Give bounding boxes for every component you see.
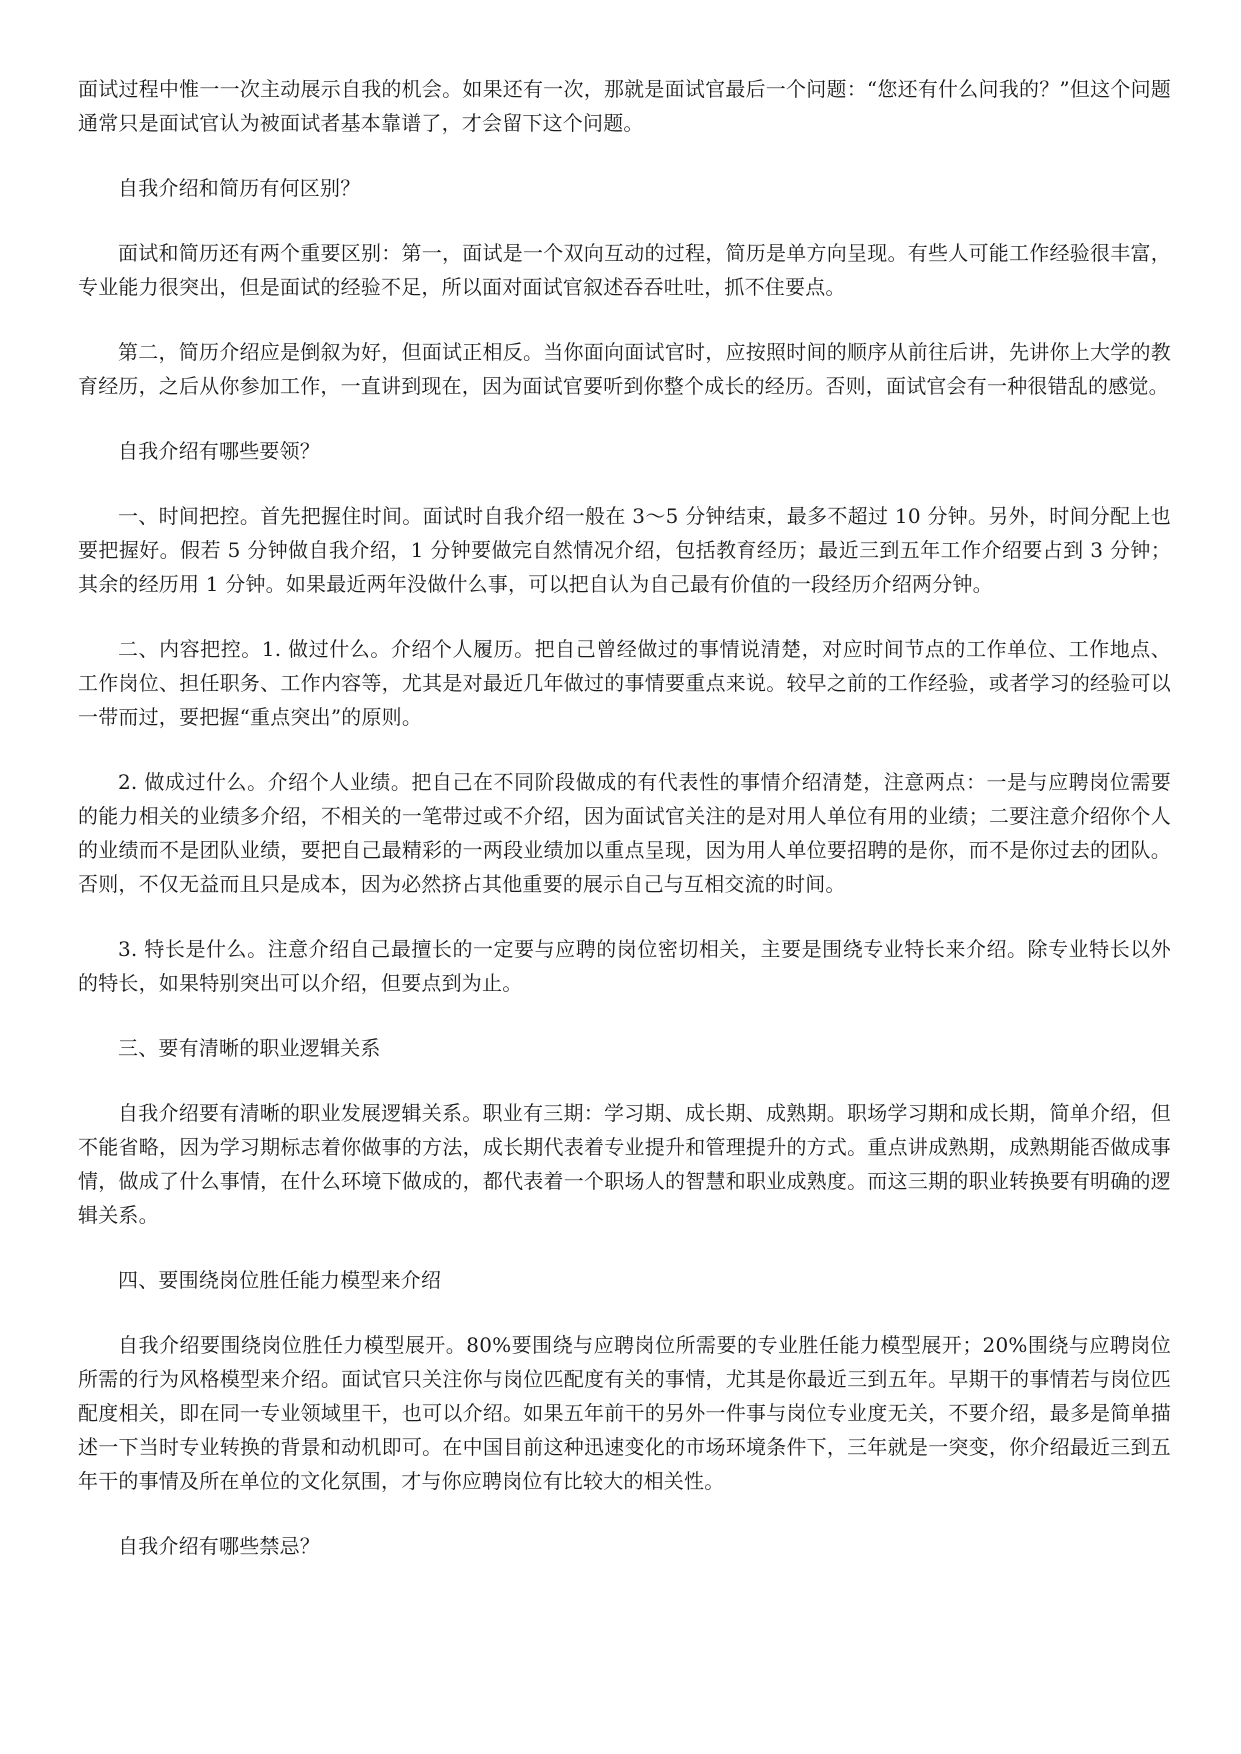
paragraph-time-control: 一、时间把控。首先把握住时间。面试时自我介绍一般在 3～5 分钟结束，最多不超过 10 分钟。另外，时间分配上也要把握好。假若 5 分钟做自我介绍，1 分钟要做完自然情况介绍，包括教育经历；最近三到五年工作介绍要占到 3 分钟；其余的经历用 1 分钟。如果最近两年没做什么事，可以把自认为自己最有价值的一段经历介绍两分钟。 — [78, 504, 1171, 596]
section-heading-taboos: 自我介绍有哪些禁忌？ — [118, 1534, 320, 1558]
paragraph-achievements: 2. 做成过什么。介绍个人业绩。把自己在不同阶段做成的有代表性的事情介绍清楚，注意两点：一是与应聘岗位需要的能力相关的业绩多介绍，不相关的一笔带过或不介绍，因为面试官关注的是对用人单位有用的业绩；二要注意介绍你个人的业绩而不是团队业绩，要把自己最精彩的一两段业绩加以重点呈现，因为用人单位要招聘的是你，而不是你过去的团队。否则，不仅无益而且只是成本，因为必然挤占其他重要的展示自己与互相交流的时间。 — [78, 770, 1171, 896]
paragraph-difference-2: 第二，简历介绍应是倒叙为好，但面试正相反。当你面向面试官时，应按照时间的顺序从前往后讲，先讲你上大学的教育经历，之后从你参加工作，一直讲到现在，因为面试官要听到你整个成长的经历。否则，面试官会有一种很错乱的感觉。 — [78, 340, 1171, 398]
section-heading-competency-model: 四、要围绕岗位胜任能力模型来介绍 — [118, 1268, 442, 1292]
paragraph-content-control: 二、内容把控。1. 做过什么。介绍个人履历。把自己曾经做过的事情说清楚，对应时间节点的工作单位、工作地点、工作岗位、担任职务、工作内容等，尤其是对最近几年做过的事情要重点来说。较早之前的工作经验，或者学习的经验可以一带而过，要把握“重点突出”的原则。 — [78, 637, 1171, 729]
paragraph-intro: 面试过程中惟一一次主动展示自我的机会。如果还有一次，那就是面试官最后一个问题：“您还有什么问我的？”但这个问题通常只是面试官认为被面试者基本靠谱了，才会留下这个问题。 — [78, 77, 1171, 135]
paragraph-career-logic: 自我介绍要有清晰的职业发展逻辑关系。职业有三期：学习期、成长期、成熟期。职场学习期和成长期，简单介绍，但不能省略，因为学习期标志着你做事的方法，成长期代表着专业提升和管理提升的方式。重点讲成熟期，成熟期能否做成事情，做成了什么事情，在什么环境下做成的，都代表着一个职场人的智慧和职业成熟度。而这三期的职业转换要有明确的逻辑关系。 — [78, 1101, 1171, 1227]
paragraph-competency-model: 自我介绍要围绕岗位胜任力模型展开。80%要围绕与应聘岗位所需要的专业胜任能力模型展开；20%围绕与应聘岗位所需的行为风格模型来介绍。面试官只关注你与岗位匹配度有关的事情，尤其是你最近三到五年。早期干的事情若与岗位匹配度相关，即在同一专业领域里干，也可以介绍。如果五年前干的另外一件事与岗位专业度无关，不要介绍，最多是简单描述一下当时专业转换的背景和动机即可。在中国目前这种迅速变化的市场环境条件下，三年就是一突变，你介绍最近三到五年干的事情及所在单位的文化氛围，才与你应聘岗位有比较大的相关性。 — [78, 1333, 1171, 1493]
section-heading-career-logic: 三、要有清晰的职业逻辑关系 — [118, 1036, 381, 1060]
section-heading-difference: 自我介绍和简历有何区别？ — [118, 176, 361, 200]
paragraph-strengths: 3. 特长是什么。注意介绍自己最擅长的一定要与应聘的岗位密切相关，主要是围绕专业特长来介绍。除专业特长以外的特长，如果特别突出可以介绍，但要点到为止。 — [78, 937, 1171, 995]
section-heading-essentials: 自我介绍有哪些要领？ — [118, 439, 320, 463]
paragraph-difference-1: 面试和简历还有两个重要区别：第一，面试是一个双向互动的过程，简历是单方向呈现。有些人可能工作经验很丰富，专业能力很突出，但是面试的经验不足，所以面对面试官叙述吞吞吐吐，抓不住要点。 — [78, 241, 1171, 299]
